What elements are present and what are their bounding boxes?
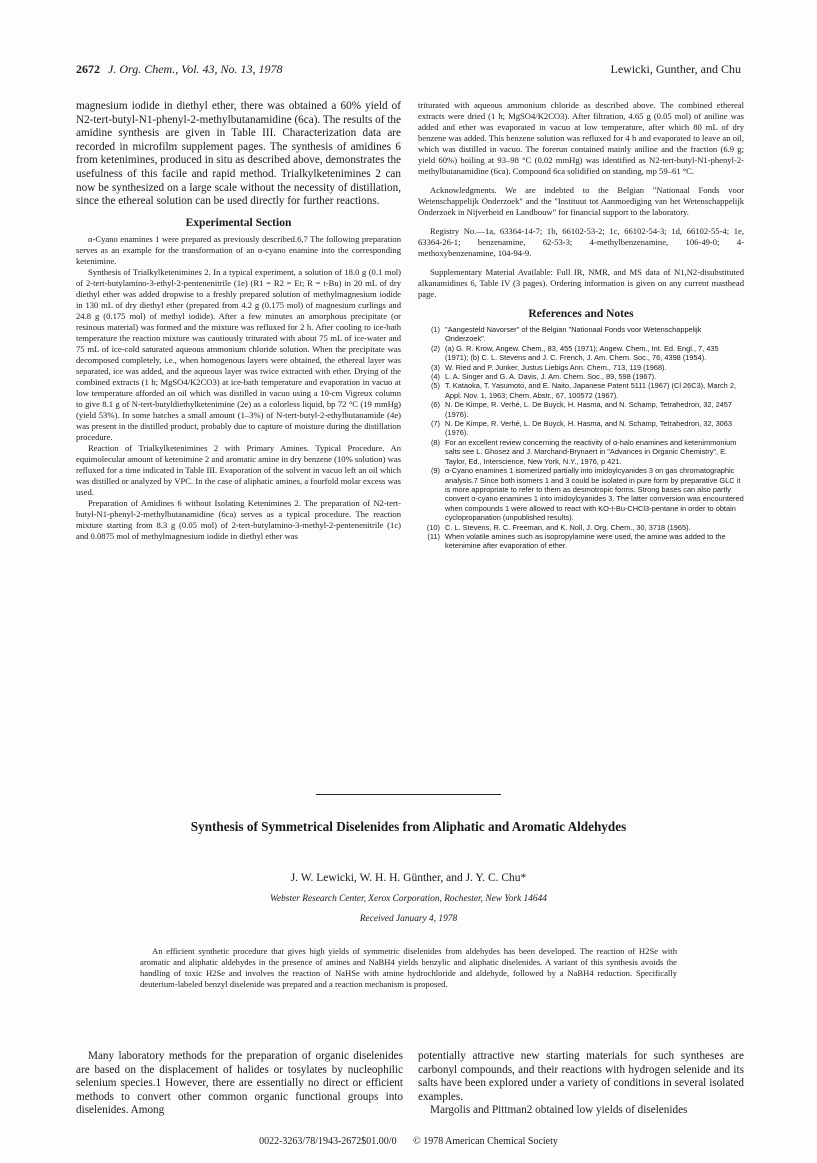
- body-right-column: [418, 1050, 744, 1118]
- supplementary-material: Supplementary Material Available: Full IR, NMR, and MS data of N1,N2-disubstituted alkanamidines 6, Table IV (3 pages). Ordering information is given on any current masthead page.: [418, 267, 744, 299]
- body-left-column: [76, 1050, 403, 1118]
- body-paragraph: potentially attractive new starting materials for such syntheses are carbonyl compounds, and their reactions with hydrogen selenide and its salts have been explored under a variety of conditions in several isolated examples.: [418, 1050, 744, 1103]
- references-list: [418, 325, 744, 551]
- article-divider: [316, 794, 501, 795]
- registry-numbers: Registry No.—1a, 63364-14-7; 1b, 66102-53-2; 1c, 66102-54-3; 1d, 66102-55-4; 1e, 63364-26-1; benzenamine, 62-53-3; 4-methylbenzenamine, 106-49-0; 4-methoxybenzenamine, 104-94-9.: [418, 226, 744, 258]
- right-column: [418, 100, 744, 551]
- references-heading: References and Notes: [528, 308, 634, 320]
- left-column: [76, 100, 401, 542]
- experimental-heading: Experimental Section: [185, 216, 292, 229]
- reference-item: (3) W. Ried and P. Junker, Justus Liebigs Ann. Chem., 713, 119 (1968).: [430, 362, 667, 372]
- body-paragraph: Margolis and Pittman2 obtained low yields of diselenides: [430, 1104, 688, 1117]
- reference-item: (8) For an excellent review concerning the reactivity of α-halo enamines and ketenimmonium salts see L. Ghosez and J. Marchand-Brynaert in "Advances in Organic Chemistry", E. Taylor, Ed., Interscience, New York, N.Y., 1976, p 421.: [430, 437, 737, 466]
- header-authors: Lewicki, Gunther, and Chu: [610, 62, 741, 76]
- acknowledgments: Acknowledgments. We are indebted to the Belgian "Nationaal Fonds voor Wetenschappelijk Onderzoek" and the "Instituut tot Aanmoediging van het Wetenschappelijk Onderzoek in Nijverheid en Landbouw" for financial support to the laboratory.: [418, 185, 744, 217]
- body-paragraph: Many laboratory methods for the preparation of organic diselenides are based on the displacement of halides or tosylates by nucleophilic selenium species.1 However, there are essentially no direct or efficient methods to convert other common organic functional groups into diselenides. Among: [76, 1050, 403, 1117]
- experimental-paragraph-3: Reaction of Trialkylketenimines 2 with Primary Amines. Typical Procedure. An equimolecular amount of ketenimine 2 and aromatic amine in dry benzene (10% solution) was refluxed for a time indicated in Table III. Evaporation of the solvent in vacuo left an oil which was distilled or analyzed by VPC. In the case of aliphatic amines, a fourfold molar excess was used.: [76, 442, 401, 497]
- experimental-paragraph-4: Preparation of Amidines 6 without Isolating Ketenimines 2. The preparation of N2-tert-butyl-N1-phenyl-2-methylbutanamidine (6ca) serves as a typical procedure. The reaction mixture starting from 8.3 g (0.05 mol) of 2-tert-butylamino-3-methyl-2-pentenenitrile (1c) and 0.0875 mol of methylmagnesium iodide in diethyl ether was: [76, 497, 401, 541]
- intro-paragraph: magnesium iodide in diethyl ether, there was obtained a 60% yield of N2-tert-butyl-N1-phenyl-2-methylbutanamidine (6ca). The results of the amidine synthesis are given in Table III. Characterization data are recorded in microfilm supplement pages. The synthesis of amidines 6 from ketenimines, produced in situ as described above, demonstrates the usefulness of this facile and rapid method. Trialkylketenimines 2 can now be synthesized on a large scale without the necessity of distillation, since the ethereal solution can be used directly for further reactions.: [76, 100, 401, 208]
- reference-item: (11) When volatile amines such as isopropylamine were used, the amine was added to the ketenimine after evaporation of ether.: [427, 531, 726, 551]
- reference-item: (10) C. L. Stevens, R. C. Freeman, and K. Noll, J. Org. Chem., 30, 3718 (1965).: [426, 522, 691, 532]
- experimental-paragraph-1: α-Cyano enamines 1 were prepared as previously described.6,7 The following preparation serves as an example for the transformation of an α-cyano enamine into the corresponding ketenimine.: [76, 233, 401, 266]
- running-header: [76, 62, 741, 78]
- article-authors: J. W. Lewicki, W. H. H. Günther, and J. Y. C. Chu*: [290, 872, 527, 884]
- reference-item: (4) L. A. Singer and G. A. Davis, J. Am. Chem. Soc., 89, 598 (1967).: [430, 372, 657, 382]
- abstract: An efficient synthetic procedure that gives high yields of symmetric diselenides from aldehydes has been developed. The reaction of H2Se with aromatic and aliphatic aldehydes in the presence of amines and NaBH4 yields benzylic and aliphatic diselenides. A variant of this synthesis avoids the handling of toxic H2Se and involves the reaction of NaHSe with amine hydrochloride and aldehyde, followed by a NaBH4 reduction. Specifically deuterium-labeled benzyl diselenide was prepared and a reaction mechanism is proposed.: [140, 946, 677, 989]
- page-number: 2672: [76, 62, 100, 76]
- reference-item: (1) "Aangesteld Navorser" of the Belgian "Nationaal Fonds voor Wetenschappelijk Onderzoek".: [430, 325, 702, 344]
- header-left: [76, 62, 283, 77]
- reference-item: (5) T. Kataoka, T. Yasumoto, and E. Naito, Japanese Patent 5111 (1967) (Cl 26C3), March 2, Appl. Nov. 1, 1963; Chem. Abstr., 67, 100572 (1967).: [430, 381, 736, 400]
- experimental-paragraph-2: Synthesis of Trialkylketenimines 2. In a typical experiment, a solution of 18.0 g (0.1 mol) of 2-tert-butylamino-3-ethyl-2-pentenenitrile (1e) (R1 = R2 = Et; R = t-Bu) in 20 mL of dry diethyl ether was added dropwise to a freshly prepared solution of methylmagnesium iodide in 130 mL of dry diethyl ether (prepared from 4.2 g (0.175 mol) of magnesium curlings and 24.8 g (0.175 mol) of methyl iodide). After a few minutes an amorphous precipitate (or resinous material) was formed and the mixture was refluxed for 2 h. After cooling to ice-bath temperature the reaction mixture was cautiously triturated with about 75 mL of ice-water and 75 mL of ice-cold saturated aqueous ammonium chloride solution. When the precipitate was decomposed completely, i.e., when homogenous layers were obtained, the ethereal layer was separated, ice was added, and the aqueous layer was twice extracted with ether. Drying of the combined extracts (1 h; MgSO4/K2CO3) at ice-bath temperature and evaporation in vacuo at low temperature afforded an oil which was distilled in vacuo using a 10-cm Vigreux column to give 8.1 g of N-tert-butyldiethylketenimine (2e) as a colorless liquid, bp 72 °C (19 mmHg) (yield 53%). In some batches a small amount (1–3%) of N-tert-butyl-2-ethylbutanamide (4e) was present in the distilled product, probably due to capture of moisture during the distillation procedure.: [76, 266, 401, 442]
- journal-citation: J. Org. Chem., Vol. 43, No. 13, 1978: [108, 62, 283, 76]
- reference-item: (9) α-Cyano enamines 1 isomerized partially into imidoylcyanides 3 on gas chromatographic analysis.7 Since both isomers 1 and 3 could be isolated in pure form by preparative GLC it is more appropriate to refer to them as desmotropic forms. Strong bases can also partly convert α-cyano enamines 1 into imidoylcyanides 3. The latter conversion was encountered when compounds 1 were allowed to react with KO-t-Bu-CHCl3-pentane in order to obtain cyclopropanation (unpublished results).: [430, 466, 744, 523]
- reference-item: (2) (a) G. R. Krow, Angew. Chem., 83, 455 (1971); Angew. Chem., Int. Ed. Engl., 7, 435 (1971); (b) C. L. Stevens and J. C. French, J. Am. Chem. Soc., 76, 4398 (1954).: [430, 343, 719, 363]
- footer-code: 0022-3263/78/1943-2672$01.00/0: [259, 1136, 397, 1147]
- page-footer: [200, 1136, 617, 1147]
- article-title: Synthesis of Symmetrical Diselenides from Aliphatic and Aromatic Aldehydes: [190, 819, 627, 834]
- reference-item: (7) N. De Kimpe, R. Verhé, L. De Buyck, H. Hasma, and N. Schamp, Tetrahedron, 32, 3063 (1976).: [430, 419, 733, 438]
- affiliation: Webster Research Center, Xerox Corporation, Rochester, New York 14644: [270, 894, 547, 904]
- footer-copyright: © 1978 American Chemical Society: [413, 1136, 558, 1147]
- received-date: Received January 4, 1978: [359, 914, 458, 924]
- reference-item: (6) N. De Kimpe, R. Verhé, L. De Buyck, H. Hasma, and N. Schamp, Tetrahedron, 32, 2457 (1976).: [430, 400, 733, 419]
- experimental-continuation: triturated with aqueous ammonium chloride as described above. The combined ethereal extracts were dried (1 h; MgSO4/K2CO3). After filtration, 4.65 g (0.05 mol) of aniline was added and ether was evaporated in vacuo at low temperature, after which 80 mL of dry benzene was added. This benzene solution was refluxed for 4 h and evaporated to leave an oil, which was distilled in vacuo. The forerun contained mainly aniline and the fraction (6.9 g; yield 60%) boiling at 93–98 °C (0.02 mmHg) was identified as N2-tert-butyl-N1-phenyl-2-methylbutanamidine (6ca). Compound 6ca solidified on standing, mp 59–61 °C.: [418, 100, 744, 176]
